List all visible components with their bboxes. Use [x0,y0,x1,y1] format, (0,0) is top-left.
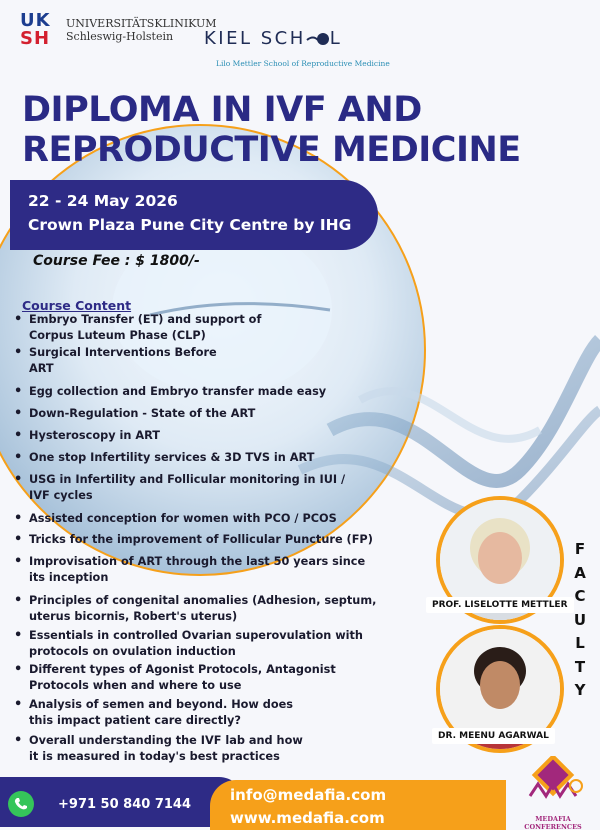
uksh-mark-top: UK [20,10,51,31]
kiel-title-end: L [329,28,343,49]
website-link[interactable]: www.medafia.com [230,809,385,827]
faculty-letter: F [574,540,586,558]
medafia-logo [512,756,594,830]
whatsapp-phone-icon[interactable] [8,791,34,817]
course-item: • Analysis of semen and beyond. How does this impact patient care directly? [12,697,312,729]
course-item: • Egg collection and Embryo transfer made easy [12,384,384,400]
title-line2: REPRODUCTIVE MEDICINE [22,130,521,170]
event-banner [10,180,378,250]
course-item: • Surgical Interventions Before ART [12,345,227,377]
uksh-name-line2: Schleswig-Holstein [66,30,174,43]
course-item: • Principles of congenital anomalies (Adhesion, septum, uterus bicornis, Robert's uterus) [12,593,377,625]
uksh-logo [20,12,217,48]
kiel-school-logo [204,28,390,68]
page-title [22,90,592,170]
course-item: • Embryo Transfer (ET) and support of Corpus Luteum Phase (CLP) [12,312,272,344]
course-item: • Assisted conception for women with PCO / PCOS [12,511,384,527]
course-item: • Tricks for the improvement of Follicular Puncture (FP) [12,532,384,548]
course-item: • Overall understanding the IVF lab and how it is measured in today's best practices [12,733,312,765]
footer-contact [0,772,600,830]
email-link[interactable]: info@medafia.com [230,786,387,804]
course-item: • Improvisation of ART through the last 50 years since its inception [12,554,377,586]
uksh-name [66,17,217,43]
sperm-icon [306,31,330,47]
faculty-letter: T [574,657,586,676]
faculty-letter: C [574,587,586,605]
uksh-name-line1: UNIVERSITÄTSKLINIKUM [66,17,217,30]
course-item: • One stop Infertility services & 3D TVS in ART [12,450,384,466]
phone-bar [0,777,244,827]
course-content-heading: Course Content [22,298,132,313]
faculty-letter: U [573,610,587,629]
course-item: • Essentials in controlled Ovarian superovulation with protocols on ovulation induction [12,628,370,660]
title-line1: DIPLOMA IN IVF AND [22,90,422,130]
faculty-name-1: PROF. LISELOTTE METTLER [426,597,574,613]
course-item: • Down-Regulation - State of the ART [12,406,384,422]
kiel-title-start: KIEL SCH [204,28,306,49]
uksh-mark-bottom: SH [20,28,51,49]
course-item: • USG in Infertility and Follicular monitoring in IUI / IVF cycles [12,472,357,504]
medafia-name: MEDAFIA CONFERENCES [524,815,582,830]
faculty-letter: L [575,634,585,652]
course-fee: Course Fee : $ 1800/- [33,253,200,269]
course-item: • Hysteroscopy in ART [12,428,384,444]
faculty-letter: A [574,563,586,582]
phone-number[interactable]: +971 50 840 7144 [58,797,192,812]
phone-icon [8,791,34,817]
event-dates: 22 - 24 May 2026 [28,192,178,210]
faculty-name-2: DR. MEENU AGARWAL [432,728,555,744]
course-item: • Different types of Agonist Protocols, Antagonist Protocols when and where to use [12,662,384,694]
faculty-letter: Y [574,681,586,699]
kiel-school-subtitle: Lilo Mettler School of Reproductive Medicine [216,59,390,68]
uksh-mark [20,12,60,48]
kiel-school-title [204,28,390,49]
medafia-emblem-icon [512,756,594,814]
event-venue: Crown Plaza Pune City Centre by IHG [28,216,352,234]
faculty-vertical-label [572,540,588,705]
